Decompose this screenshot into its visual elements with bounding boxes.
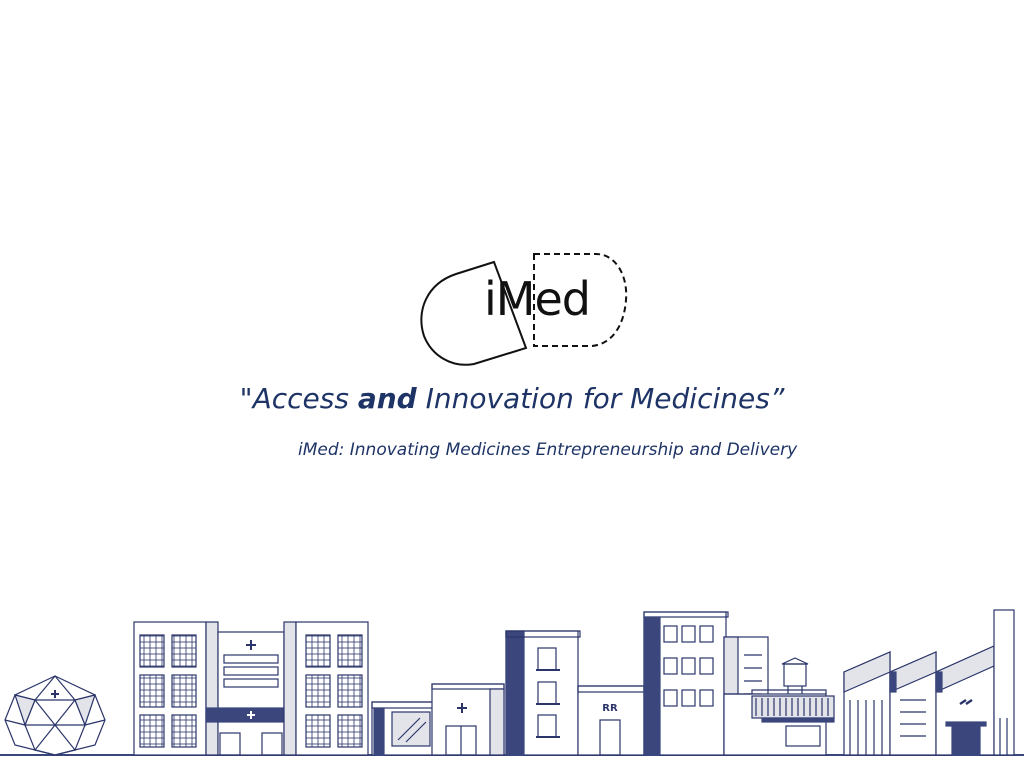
rr-sign: RR [602, 703, 618, 714]
tagline-open-quote: " [239, 382, 253, 415]
tall-building [506, 631, 580, 755]
warehouse-building [724, 690, 834, 755]
tagline-part1: Access [252, 382, 358, 415]
tagline [0, 382, 1024, 415]
subtitle: iMed: Innovating Medicines Entrepreneurship and Delivery [298, 440, 798, 460]
water-tower-icon [782, 658, 808, 694]
tagline-emphasis: and [357, 382, 417, 415]
rr-store [578, 686, 644, 755]
factory-building [844, 610, 1014, 755]
clinic-building [432, 684, 504, 755]
hospital-building-right [284, 622, 368, 755]
tagline-close-quote: ” [769, 382, 785, 415]
hospital-building-center [206, 632, 296, 755]
tagline-part2: Innovation for Medicines [416, 382, 770, 415]
city-skyline-illustration [0, 600, 1024, 768]
hospital-building-left [134, 622, 218, 755]
geodesic-dome-icon [5, 676, 105, 755]
logo-text: iMed [484, 272, 590, 326]
pharmacy-shop [372, 702, 436, 755]
